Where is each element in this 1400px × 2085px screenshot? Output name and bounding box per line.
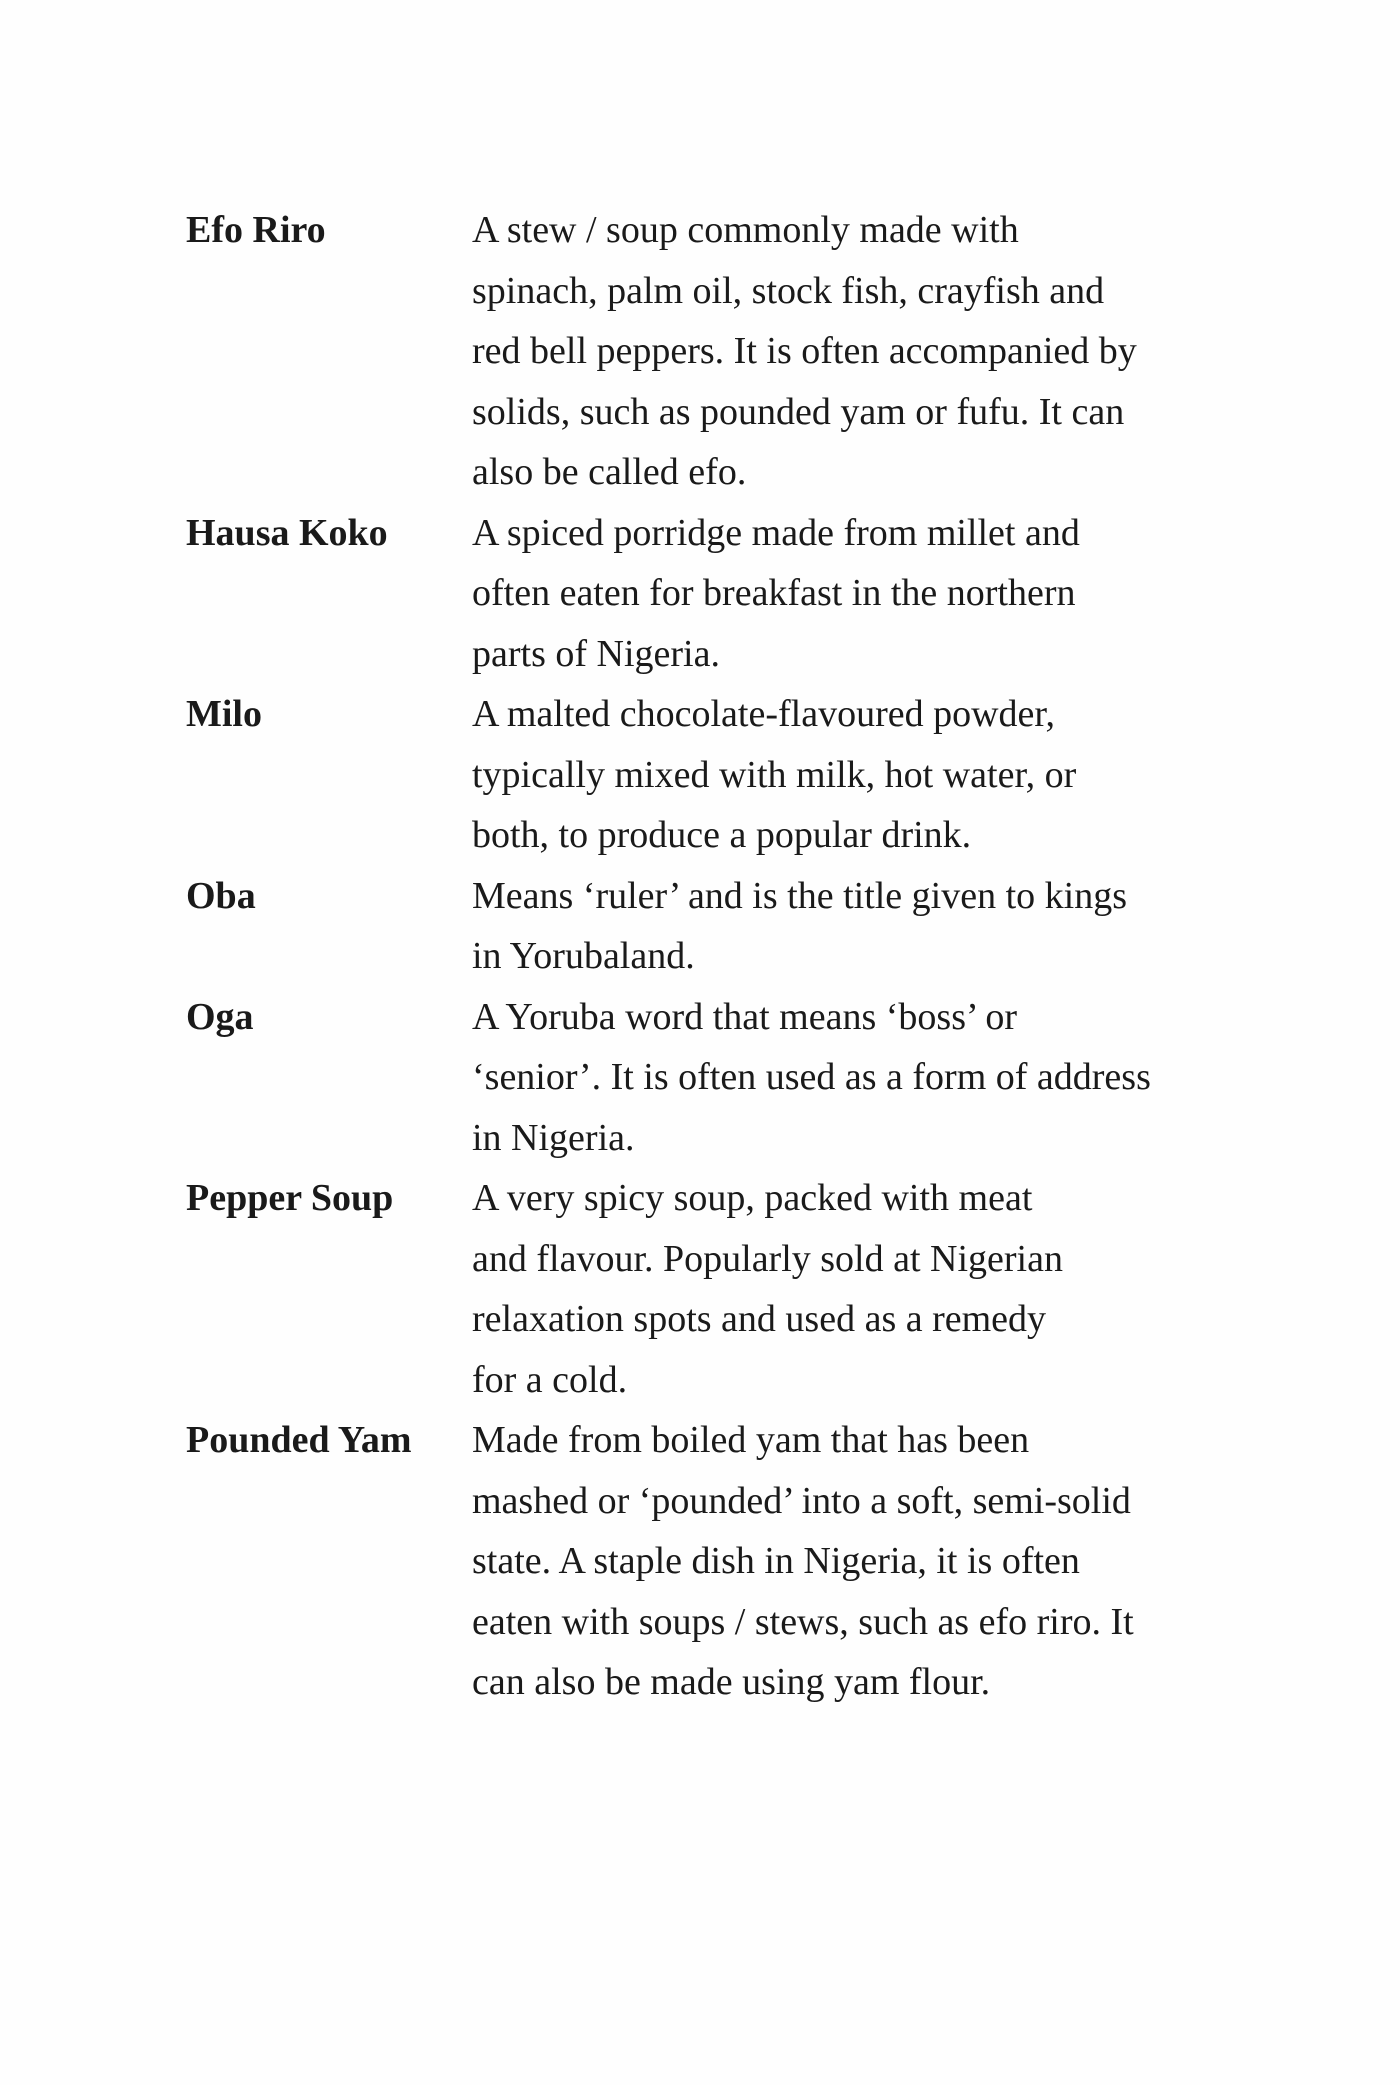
glossary-entry-efo-riro	[186, 200, 1206, 503]
definition-line: Made from boiled yam that has been	[472, 1419, 1030, 1461]
definition-line: A very spicy soup, packed with meat	[472, 1177, 1033, 1219]
definition-line: ‘senior’. It is often used as a form of address	[472, 1056, 1151, 1098]
glossary-entry-hausa-koko	[186, 503, 1206, 685]
definition-line: A Yoruba word that means ‘boss’ or	[472, 995, 1017, 1038]
glossary-entry-pounded-yam	[186, 1410, 1206, 1713]
glossary-term: Milo	[186, 693, 262, 735]
definition-line: both, to produce a popular drink.	[472, 814, 972, 856]
definition-line: solids, such as pounded yam or fufu. It can	[472, 390, 1125, 433]
definition-line: in Yorubaland.	[472, 935, 695, 977]
definition-line: for a cold.	[472, 1358, 628, 1401]
glossary-term: Efo Riro	[186, 209, 326, 251]
glossary	[186, 200, 1206, 1713]
definition-line: A malted chocolate-flavoured powder,	[472, 693, 1056, 735]
definition-line: A stew / soup commonly made with	[472, 209, 1019, 251]
definition-line: eaten with soups / stews, such as efo riro. It	[472, 1600, 1134, 1643]
glossary-definition	[472, 684, 1192, 866]
definition-line: and flavour. Popularly sold at Nigerian	[472, 1237, 1063, 1280]
glossary-definition	[472, 1410, 1192, 1713]
glossary-definition	[472, 866, 1192, 987]
glossary-definition	[472, 200, 1192, 503]
definition-line: in Nigeria.	[472, 1116, 635, 1159]
definition-line: typically mixed with milk, hot water, or	[472, 753, 1077, 796]
definition-line: spinach, palm oil, stock fish, crayfish and	[472, 269, 1105, 312]
glossary-entry-pepper-soup	[186, 1168, 1206, 1410]
definition-line: also be called efo.	[472, 451, 747, 493]
glossary-term: Oga	[186, 995, 254, 1038]
glossary-entry-oba	[186, 866, 1206, 987]
definition-line: Means ‘ruler’ and is the title given to kings	[472, 874, 1127, 917]
definition-line: red bell peppers. It is often accompanied by	[472, 330, 1137, 372]
definition-line: relaxation spots and used as a remedy	[472, 1298, 1047, 1340]
definition-line: parts of Nigeria.	[472, 632, 720, 675]
glossary-term: Pepper Soup	[186, 1177, 394, 1219]
glossary-entry-milo	[186, 684, 1206, 866]
glossary-definition	[472, 987, 1192, 1169]
definition-line: often eaten for breakfast in the northern	[472, 572, 1076, 614]
glossary-definition	[472, 1168, 1192, 1410]
glossary-definition	[472, 503, 1192, 685]
definition-line: can also be made using yam flour.	[472, 1661, 991, 1703]
definition-line: mashed or ‘pounded’ into a soft, semi-solid	[472, 1479, 1131, 1522]
glossary-term: Pounded Yam	[186, 1419, 412, 1461]
definition-line: state. A staple dish in Nigeria, it is often	[472, 1540, 1080, 1582]
glossary-term: Oba	[186, 874, 256, 917]
glossary-term: Hausa Koko	[186, 511, 388, 554]
definition-line: A spiced porridge made from millet and	[472, 511, 1080, 554]
glossary-entry-oga	[186, 987, 1206, 1169]
